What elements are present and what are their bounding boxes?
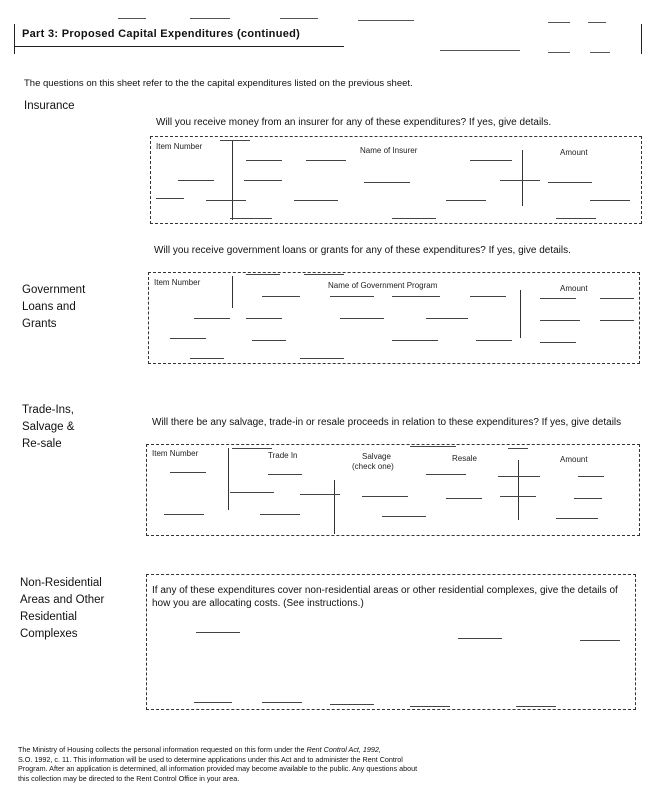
government-row-line xyxy=(340,318,384,319)
tradeins-row-line xyxy=(362,496,408,497)
insurance-row-line xyxy=(470,160,512,161)
government-row-line xyxy=(252,340,286,341)
scan-line xyxy=(280,18,318,19)
insurance-row-line xyxy=(306,160,346,161)
footer-line: S.O. 1992, c. 11. This information will be used to determine applications under this Act and to administer the Rent Control xyxy=(18,754,403,764)
tradeins-row-line xyxy=(268,474,302,475)
insurance-row-line xyxy=(244,180,282,181)
government-row-line xyxy=(246,274,280,275)
insurance-col-name: Name of Insurer xyxy=(360,146,418,155)
insurance-row-line xyxy=(556,218,596,219)
government-col-amount: Amount xyxy=(560,284,588,293)
insurance-row-line xyxy=(156,198,184,199)
intro-text: The questions on this sheet refer to the the capital expenditures listed on the previous sheet. xyxy=(24,78,413,89)
tradeins-row-line xyxy=(260,514,300,515)
nonresidential-question: If any of these expenditures cover non-residential areas or other residential complexes, give the details of how you are allocating costs. (See instructions.) xyxy=(152,585,618,609)
tradeins-row-line xyxy=(164,514,204,515)
footer-line: Program. After an application is determined, all information provided may become available to the public. Any questions about xyxy=(18,764,418,773)
government-row-line xyxy=(476,340,512,341)
government-row-line xyxy=(392,296,440,297)
government-row-line xyxy=(392,340,438,341)
section-title-government xyxy=(22,282,85,333)
section-title-insurance: Insurance xyxy=(24,100,75,112)
section-title-line: Non-Residential xyxy=(20,577,102,589)
government-row-line xyxy=(600,320,634,321)
section-title-nonresidential xyxy=(20,575,104,643)
header-underline xyxy=(14,46,344,47)
government-col-program: Name of Government Program xyxy=(328,281,438,290)
tradeins-row-line xyxy=(300,494,340,495)
government-row-line xyxy=(600,298,634,299)
tradeins-row-line xyxy=(232,448,272,449)
tradeins-row-line xyxy=(426,474,466,475)
tradeins-col-trade-in: Trade In xyxy=(268,451,298,460)
insurance-divider-1 xyxy=(232,140,233,220)
tradeins-row-line xyxy=(574,498,602,499)
act-name: Rent Control Act, 1992, xyxy=(306,745,381,754)
nonresidential-row-line xyxy=(196,632,240,633)
insurance-row-line xyxy=(548,182,592,183)
insurance-row-line xyxy=(446,200,486,201)
section-title-line: Salvage & xyxy=(22,421,75,433)
tradeins-divider-1 xyxy=(228,448,229,510)
tradeins-row-line xyxy=(446,498,482,499)
nonresidential-row-line xyxy=(194,702,232,703)
insurance-row-line xyxy=(206,200,246,201)
government-row-line xyxy=(426,318,468,319)
insurance-row-line xyxy=(220,140,250,141)
tradeins-row-line xyxy=(498,476,540,477)
tradeins-row-line xyxy=(382,516,426,517)
footer-line xyxy=(18,745,538,755)
tradeins-col-check-one: (check one) xyxy=(352,462,394,471)
section-title-line: Complexes xyxy=(20,628,78,640)
insurance-row-line xyxy=(294,200,338,201)
tradeins-row-line xyxy=(578,476,604,477)
nonresidential-row-line xyxy=(262,702,302,703)
section-title-line: Areas and Other xyxy=(20,594,105,606)
insurance-row-line xyxy=(246,160,282,161)
scan-line xyxy=(118,18,146,19)
tradeins-col-amount: Amount xyxy=(560,455,588,464)
scan-line xyxy=(588,22,606,23)
tradeins-question: Will there be any salvage, trade-in or resale proceeds in relation to these expenditures? If yes, give details xyxy=(152,417,622,428)
nonresidential-row-line xyxy=(410,706,450,707)
insurance-row-line xyxy=(500,180,540,181)
tradeins-divider-2 xyxy=(334,480,335,534)
nonresidential-row-line xyxy=(330,704,374,705)
insurance-row-line xyxy=(364,182,410,183)
government-row-line xyxy=(540,320,580,321)
government-row-line xyxy=(262,296,300,297)
tradeins-row-line xyxy=(500,496,536,497)
insurance-row-line xyxy=(230,218,272,219)
insurance-row-line xyxy=(590,200,630,201)
tradeins-row-line xyxy=(508,448,528,449)
scan-line xyxy=(548,22,570,23)
scan-line xyxy=(190,18,230,19)
scan-line xyxy=(358,20,414,21)
government-row-line xyxy=(540,342,576,343)
insurance-row-line xyxy=(392,218,436,219)
insurance-question: Will you receive money from an insurer for any of these expenditures? If yes, give details. xyxy=(156,117,552,128)
nonresidential-row-line xyxy=(458,638,502,639)
footer-line: this collection may be directed to the Rent Control Office in your area. xyxy=(18,773,240,783)
government-col-item-number: Item Number xyxy=(154,278,201,287)
tradeins-divider-3 xyxy=(518,460,519,520)
privacy-notice xyxy=(18,745,538,783)
government-row-line xyxy=(190,358,224,359)
government-question: Will you receive government loans or grants for any of these expenditures? If yes, give details. xyxy=(154,245,571,256)
insurance-col-amount: Amount xyxy=(560,148,588,157)
government-row-line xyxy=(304,274,344,275)
section-title-line: Residential xyxy=(20,611,77,623)
government-row-line xyxy=(470,296,506,297)
section-title-line: Trade-Ins, xyxy=(22,404,74,416)
government-row-line xyxy=(540,298,576,299)
section-title-tradeins xyxy=(22,402,74,453)
insurance-divider-2 xyxy=(522,150,523,206)
tradeins-col-salvage: Salvage xyxy=(362,452,391,461)
nonresidential-row-line xyxy=(516,706,556,707)
tradeins-row-line xyxy=(410,446,456,447)
tradeins-row-line xyxy=(230,492,274,493)
section-title-line: Loans and xyxy=(22,301,76,313)
section-title-line: Government xyxy=(22,284,86,296)
insurance-row-line xyxy=(178,180,214,181)
nonresidential-row-line xyxy=(580,640,620,641)
section-title-line: Grants xyxy=(22,318,57,330)
part-title: Part 3: Proposed Capital Expenditures (continued) xyxy=(22,28,301,40)
tradeins-col-resale: Resale xyxy=(452,454,477,463)
government-divider-1 xyxy=(232,276,233,308)
government-row-line xyxy=(300,358,344,359)
footer-line-text: The Ministry of Housing collects the personal information requested on this form under the xyxy=(18,745,307,754)
insurance-col-item-number: Item Number xyxy=(156,142,203,151)
government-row-line xyxy=(170,338,206,339)
tradeins-col-item-number: Item Number xyxy=(152,449,199,458)
tradeins-row-line xyxy=(170,472,206,473)
tradeins-row-line xyxy=(556,518,598,519)
government-divider-2 xyxy=(520,290,521,338)
government-row-line xyxy=(246,318,282,319)
government-row-line xyxy=(330,296,374,297)
government-row-line xyxy=(194,318,230,319)
section-title-line: Re-sale xyxy=(22,438,62,450)
